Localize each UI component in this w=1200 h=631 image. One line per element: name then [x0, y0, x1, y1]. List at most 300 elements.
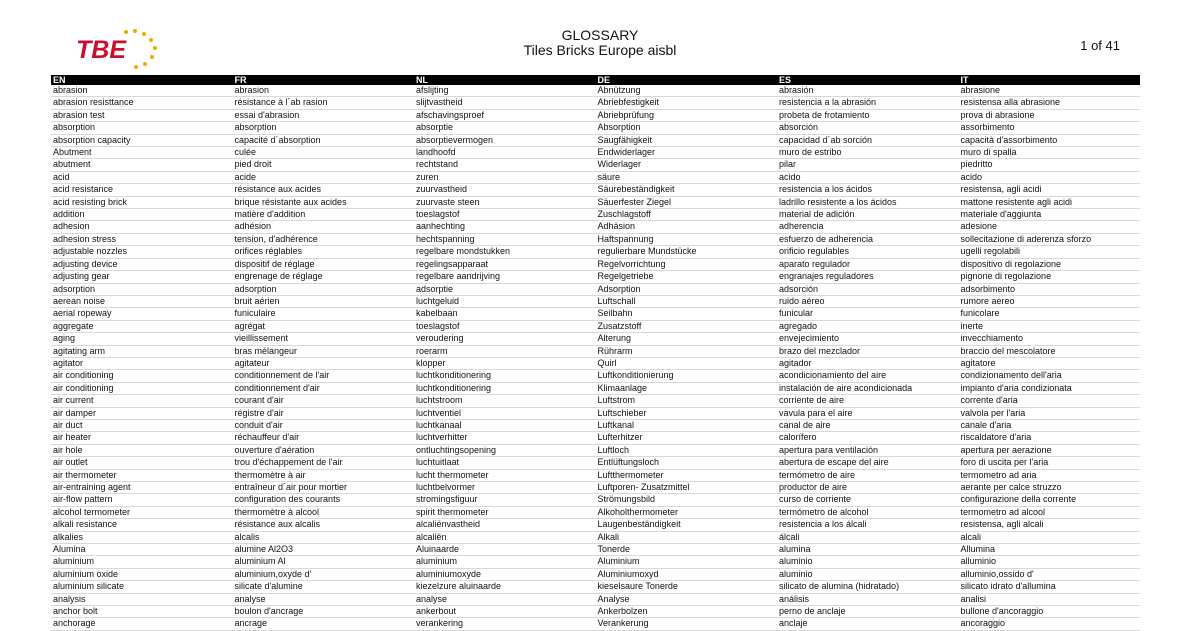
term-nl: regelingsapparaat: [414, 258, 596, 270]
table-row: [51, 432, 1140, 444]
term-en: acid resistance: [51, 184, 233, 196]
term-nl: luchtkonditionering: [414, 382, 596, 394]
column-header-it: IT: [959, 75, 1141, 85]
table-row: [51, 556, 1140, 568]
term-de: Verankerung: [596, 618, 778, 630]
term-it: analisi: [959, 593, 1141, 605]
term-es: instalación de aire acondicionada: [777, 382, 959, 394]
term-fr: courant d'air: [233, 395, 415, 407]
table-row: [51, 568, 1140, 580]
term-fr: funiculaire: [233, 308, 415, 320]
table-row: [51, 85, 1140, 97]
term-de: Ankerbolzen: [596, 606, 778, 618]
term-it: agitatore: [959, 357, 1141, 369]
table-row: [51, 320, 1140, 332]
term-de: Säuerfester Ziegel: [596, 196, 778, 208]
term-es: resistencia a los ácidos: [777, 184, 959, 196]
term-it: configurazione della corrente: [959, 494, 1141, 506]
term-es: aluminio: [777, 568, 959, 580]
term-en: abrasion: [51, 85, 233, 97]
term-it: pignone di regolazione: [959, 271, 1141, 283]
term-es: curso de corriente: [777, 494, 959, 506]
term-de: Lufterhitzer: [596, 432, 778, 444]
table-row: [51, 469, 1140, 481]
term-en: acid resisting brick: [51, 196, 233, 208]
term-nl: roerarm: [414, 345, 596, 357]
term-es: agregado: [777, 320, 959, 332]
term-de: Luftkanal: [596, 419, 778, 431]
term-nl: afschavingsproef: [414, 109, 596, 121]
table-row: [51, 606, 1140, 618]
term-nl: luchtkonditionering: [414, 370, 596, 382]
term-fr: alumine Al2O3: [233, 544, 415, 556]
term-es: abrasión: [777, 85, 959, 97]
term-it: dispositivo di regolazione: [959, 258, 1141, 270]
term-nl: absorptievermogen: [414, 134, 596, 146]
term-de: Aluminiumoxyd: [596, 568, 778, 580]
term-it: silicato idrato d'allumina: [959, 581, 1141, 593]
term-en: Alumina: [51, 544, 233, 556]
term-fr: acide: [233, 171, 415, 183]
term-es: funicular: [777, 308, 959, 320]
term-de: regulierbare Mundstücke: [596, 246, 778, 258]
term-nl: zuurvastheid: [414, 184, 596, 196]
term-en: air conditioning: [51, 382, 233, 394]
term-nl: zuren: [414, 171, 596, 183]
column-header-de: DE: [596, 75, 778, 85]
term-it: sollecitazione di aderenza sforzo: [959, 233, 1141, 245]
term-it: impianto d'aria condizionata: [959, 382, 1141, 394]
term-nl: aanhechting: [414, 221, 596, 233]
term-de: Aluminium: [596, 556, 778, 568]
table-row: [51, 221, 1140, 233]
term-es: engranajes reguladores: [777, 271, 959, 283]
term-de: Entlüftungsloch: [596, 457, 778, 469]
term-en: agitating arm: [51, 345, 233, 357]
term-de: Rührarm: [596, 345, 778, 357]
glossary-body: [51, 85, 1140, 630]
term-es: brazo del mezclador: [777, 345, 959, 357]
term-en: aluminium silicate: [51, 581, 233, 593]
table-row: [51, 122, 1140, 134]
term-fr: résistance aux acides: [233, 184, 415, 196]
table-row: [51, 271, 1140, 283]
term-fr: absorption: [233, 122, 415, 134]
term-fr: vieillissement: [233, 333, 415, 345]
term-nl: klopper: [414, 357, 596, 369]
term-fr: conditionnement d'air: [233, 382, 415, 394]
table-row: [51, 233, 1140, 245]
term-en: agitator: [51, 357, 233, 369]
term-en: abutment: [51, 159, 233, 171]
term-it: ugelli regolabili: [959, 246, 1141, 258]
term-de: Klimaanlage: [596, 382, 778, 394]
term-it: bullone d'ancoraggio: [959, 606, 1141, 618]
table-row: [51, 618, 1140, 630]
term-nl: aluminiumoxyde: [414, 568, 596, 580]
term-nl: alcaliën: [414, 531, 596, 543]
term-de: Quirl: [596, 357, 778, 369]
term-it: corrente d'aria: [959, 395, 1141, 407]
table-row: [51, 444, 1140, 456]
term-es: muro de estribo: [777, 147, 959, 159]
term-it: mattone resistente agli acidi: [959, 196, 1141, 208]
term-fr: pied droit: [233, 159, 415, 171]
term-en: air hole: [51, 444, 233, 456]
term-es: absorción: [777, 122, 959, 134]
term-it: apertura per aerazione: [959, 444, 1141, 456]
term-fr: agitateur: [233, 357, 415, 369]
term-fr: brique résistante aux acides: [233, 196, 415, 208]
term-es: perno de anclaje: [777, 606, 959, 618]
term-nl: lucht thermometer: [414, 469, 596, 481]
term-it: acido: [959, 171, 1141, 183]
table-row: [51, 544, 1140, 556]
term-it: adesione: [959, 221, 1141, 233]
term-it: funicolare: [959, 308, 1141, 320]
term-fr: capacité d´absorption: [233, 134, 415, 146]
term-es: vavula para el aire: [777, 407, 959, 419]
term-de: Luftporen- Zusatzmittel: [596, 482, 778, 494]
term-de: Endwiderlager: [596, 147, 778, 159]
term-it: prova di abrasione: [959, 109, 1141, 121]
term-es: envejecimiento: [777, 333, 959, 345]
term-en: analysis: [51, 593, 233, 605]
term-de: Abriebfestigkeit: [596, 97, 778, 109]
term-fr: thermomètre à air: [233, 469, 415, 481]
term-de: Tonerde: [596, 544, 778, 556]
term-fr: tension, d'adhérence: [233, 233, 415, 245]
term-en: aerean noise: [51, 295, 233, 307]
column-header-nl: NL: [414, 75, 596, 85]
term-de: Luftloch: [596, 444, 778, 456]
term-en: air-flow pattern: [51, 494, 233, 506]
term-es: anclaje: [777, 618, 959, 630]
term-de: Luftschall: [596, 295, 778, 307]
term-es: productor de aire: [777, 482, 959, 494]
term-it: capacità d'assorbimento: [959, 134, 1141, 146]
term-fr: alcalis: [233, 531, 415, 543]
page-subtitle: Tiles Bricks Europe aisbl: [523, 42, 677, 58]
term-nl: absorptie: [414, 122, 596, 134]
term-es: alumina: [777, 544, 959, 556]
table-row: [51, 370, 1140, 382]
term-de: Adsorption: [596, 283, 778, 295]
term-fr: adsorption: [233, 283, 415, 295]
term-en: adsorption: [51, 283, 233, 295]
header-row: [51, 75, 1140, 85]
table-row: [51, 147, 1140, 159]
page-number: 1 of 41: [1080, 38, 1120, 53]
term-fr: agrégat: [233, 320, 415, 332]
table-row: [51, 97, 1140, 109]
term-de: Luftthermometer: [596, 469, 778, 481]
term-it: termometro ad alcool: [959, 506, 1141, 518]
term-en: aluminium: [51, 556, 233, 568]
term-nl: luchtverhitter: [414, 432, 596, 444]
term-es: material de adición: [777, 209, 959, 221]
table-row: [51, 494, 1140, 506]
term-en: absorption: [51, 122, 233, 134]
term-fr: bras mélangeur: [233, 345, 415, 357]
table-row: [51, 295, 1140, 307]
term-es: abertura de escape del aire: [777, 457, 959, 469]
term-it: aerante per calce struzzo: [959, 482, 1141, 494]
term-fr: boulon d'ancrage: [233, 606, 415, 618]
term-fr: silicate d'alumine: [233, 581, 415, 593]
term-de: Alkoholthermometer: [596, 506, 778, 518]
term-fr: configuration des courants: [233, 494, 415, 506]
term-nl: ontluchtingsopening: [414, 444, 596, 456]
term-en: air duct: [51, 419, 233, 431]
term-fr: analyse: [233, 593, 415, 605]
term-en: adjusting device: [51, 258, 233, 270]
term-es: resistencia a los álcali: [777, 519, 959, 531]
term-nl: afslijting: [414, 85, 596, 97]
term-fr: aluminium Al: [233, 556, 415, 568]
table-row: [51, 345, 1140, 357]
term-nl: toeslagstof: [414, 209, 596, 221]
term-es: análisis: [777, 593, 959, 605]
column-header-es: ES: [777, 75, 959, 85]
term-fr: orifices réglables: [233, 246, 415, 258]
term-fr: engrenage de réglage: [233, 271, 415, 283]
term-es: aparato regulador: [777, 258, 959, 270]
table-row: [51, 184, 1140, 196]
term-fr: adhésion: [233, 221, 415, 233]
table-row: [51, 519, 1140, 531]
term-es: canal de aire: [777, 419, 959, 431]
term-it: valvola per l'aria: [959, 407, 1141, 419]
table-row: [51, 482, 1140, 494]
term-nl: kiezelzure aluinaarde: [414, 581, 596, 593]
term-fr: aluminium,oxyde d': [233, 568, 415, 580]
term-nl: stromingsfiguur: [414, 494, 596, 506]
term-es: adherencia: [777, 221, 959, 233]
term-nl: Aluinaarde: [414, 544, 596, 556]
table-row: [51, 457, 1140, 469]
term-en: air current: [51, 395, 233, 407]
term-nl: toeslagstof: [414, 320, 596, 332]
term-nl: kabelbaan: [414, 308, 596, 320]
table-row: [51, 506, 1140, 518]
term-de: Haftspannung: [596, 233, 778, 245]
term-de: Alkali: [596, 531, 778, 543]
table-row: [51, 159, 1140, 171]
table-row: [51, 407, 1140, 419]
term-de: Abriebprüfung: [596, 109, 778, 121]
table-row: [51, 209, 1140, 221]
table-row: [51, 196, 1140, 208]
term-es: probeta de frotamiento: [777, 109, 959, 121]
term-it: rumore aereo: [959, 295, 1141, 307]
term-nl: rechtstand: [414, 159, 596, 171]
term-nl: luchtuitlaat: [414, 457, 596, 469]
term-de: Seilbahn: [596, 308, 778, 320]
term-de: Regelgetriebe: [596, 271, 778, 283]
glossary-table: [51, 75, 1140, 631]
term-fr: trou d'échappement de l'air: [233, 457, 415, 469]
term-nl: luchtventiel: [414, 407, 596, 419]
term-fr: thermomètre à alcool: [233, 506, 415, 518]
term-nl: landhoofd: [414, 147, 596, 159]
term-en: absorption capacity: [51, 134, 233, 146]
column-header-fr: FR: [233, 75, 415, 85]
term-es: capacidad d´ab sorción: [777, 134, 959, 146]
term-it: canale d'aria: [959, 419, 1141, 431]
table-row: [51, 171, 1140, 183]
term-en: air conditioning: [51, 370, 233, 382]
term-en: alcohol termometer: [51, 506, 233, 518]
term-en: acid: [51, 171, 233, 183]
term-en: anchor bolt: [51, 606, 233, 618]
term-fr: entraîneur d´air pour mortier: [233, 482, 415, 494]
term-nl: regelbare mondstukken: [414, 246, 596, 258]
term-en: abrasion resisttance: [51, 97, 233, 109]
term-en: air thermometer: [51, 469, 233, 481]
table-row: [51, 357, 1140, 369]
term-it: piedritto: [959, 159, 1141, 171]
term-de: Säurebeständigkeit: [596, 184, 778, 196]
term-nl: ankerbout: [414, 606, 596, 618]
logo-text: TBE: [76, 36, 126, 64]
term-fr: régistre d'air: [233, 407, 415, 419]
term-es: calorífero: [777, 432, 959, 444]
term-de: Abnützung: [596, 85, 778, 97]
term-nl: spirit thermometer: [414, 506, 596, 518]
term-nl: luchtgeluid: [414, 295, 596, 307]
term-en: aluminium oxide: [51, 568, 233, 580]
term-nl: alcaliënvastheid: [414, 519, 596, 531]
term-nl: luchtstroom: [414, 395, 596, 407]
term-it: braccio del mescolatore: [959, 345, 1141, 357]
term-es: resistencia a la abrasión: [777, 97, 959, 109]
term-fr: ancrage: [233, 618, 415, 630]
table-row: [51, 531, 1140, 543]
term-en: adjustable nozzles: [51, 246, 233, 258]
term-de: Absorption: [596, 122, 778, 134]
term-nl: regelbare aandrijving: [414, 271, 596, 283]
term-es: ladrillo resistente a los ácidos: [777, 196, 959, 208]
term-it: inerte: [959, 320, 1141, 332]
term-nl: hechtspanning: [414, 233, 596, 245]
term-it: abrasione: [959, 85, 1141, 97]
term-it: assorbimento: [959, 122, 1141, 134]
term-it: alcali: [959, 531, 1141, 543]
term-nl: analyse: [414, 593, 596, 605]
term-es: acondicionamiento del aire: [777, 370, 959, 382]
table-row: [51, 283, 1140, 295]
term-it: muro di spalla: [959, 147, 1141, 159]
term-fr: ouverture d'aération: [233, 444, 415, 456]
table-row: [51, 134, 1140, 146]
term-fr: résistance aux alcalis: [233, 519, 415, 531]
term-en: aerial ropeway: [51, 308, 233, 320]
term-fr: conduit d'air: [233, 419, 415, 431]
term-nl: adsorptie: [414, 283, 596, 295]
table-row: [51, 419, 1140, 431]
table-row: [51, 581, 1140, 593]
term-de: Saugfähigkeit: [596, 134, 778, 146]
term-it: resistensa, agli alcali: [959, 519, 1141, 531]
term-fr: matière d'addition: [233, 209, 415, 221]
page-title: GLOSSARY: [561, 27, 639, 43]
term-it: ancoraggio: [959, 618, 1141, 630]
term-en: adhesion stress: [51, 233, 233, 245]
term-fr: résistance à l´ab rasion: [233, 97, 415, 109]
term-de: Regelvorrichtung: [596, 258, 778, 270]
term-nl: luchtbelvormer: [414, 482, 596, 494]
term-it: alluminio: [959, 556, 1141, 568]
term-it: resistensa, agli acidi: [959, 184, 1141, 196]
term-en: adhesion: [51, 221, 233, 233]
term-en: abrasion test: [51, 109, 233, 121]
column-header-en: EN: [51, 75, 233, 85]
term-es: adsorción: [777, 283, 959, 295]
term-it: materiale d'aggiunta: [959, 209, 1141, 221]
term-es: termómetro de aire: [777, 469, 959, 481]
term-it: condizionamento dell'aria: [959, 370, 1141, 382]
table-row: [51, 395, 1140, 407]
term-es: álcali: [777, 531, 959, 543]
term-es: orificio regulables: [777, 246, 959, 258]
table-row: [51, 593, 1140, 605]
table-row: [51, 246, 1140, 258]
term-de: Strömungsbild: [596, 494, 778, 506]
term-de: Alterung: [596, 333, 778, 345]
term-de: säure: [596, 171, 778, 183]
term-de: Luftschieber: [596, 407, 778, 419]
term-es: pilar: [777, 159, 959, 171]
term-es: ruido aéreo: [777, 295, 959, 307]
table-row: [51, 109, 1140, 121]
term-fr: essai d'abrasion: [233, 109, 415, 121]
term-it: Allumina: [959, 544, 1141, 556]
term-es: aluminio: [777, 556, 959, 568]
table-row: [51, 308, 1140, 320]
term-en: anchorage: [51, 618, 233, 630]
term-nl: slijtvastheid: [414, 97, 596, 109]
term-nl: veroudering: [414, 333, 596, 345]
term-it: invecchiamento: [959, 333, 1141, 345]
term-en: Abutment: [51, 147, 233, 159]
term-it: alluminio,ossido d': [959, 568, 1141, 580]
term-en: addition: [51, 209, 233, 221]
term-de: Analyse: [596, 593, 778, 605]
term-it: resistensa alla abrasione: [959, 97, 1141, 109]
term-en: alkali resistance: [51, 519, 233, 531]
term-de: Luftstrom: [596, 395, 778, 407]
term-nl: verankering: [414, 618, 596, 630]
term-de: Adhäsion: [596, 221, 778, 233]
term-es: esfuerzo de adherencia: [777, 233, 959, 245]
term-en: adjusting gear: [51, 271, 233, 283]
table-row: [51, 258, 1140, 270]
term-it: termometro ad aria: [959, 469, 1141, 481]
term-fr: dispositif de réglage: [233, 258, 415, 270]
term-es: corriente de aire: [777, 395, 959, 407]
term-de: kieselsaure Tonerde: [596, 581, 778, 593]
term-nl: luchtkanaal: [414, 419, 596, 431]
term-fr: abrasion: [233, 85, 415, 97]
term-de: Luftkonditionierung: [596, 370, 778, 382]
term-en: aggregate: [51, 320, 233, 332]
term-fr: culée: [233, 147, 415, 159]
term-de: Laugenbeständigkeit: [596, 519, 778, 531]
term-nl: zuurvaste steen: [414, 196, 596, 208]
table-row: [51, 382, 1140, 394]
term-en: air heater: [51, 432, 233, 444]
